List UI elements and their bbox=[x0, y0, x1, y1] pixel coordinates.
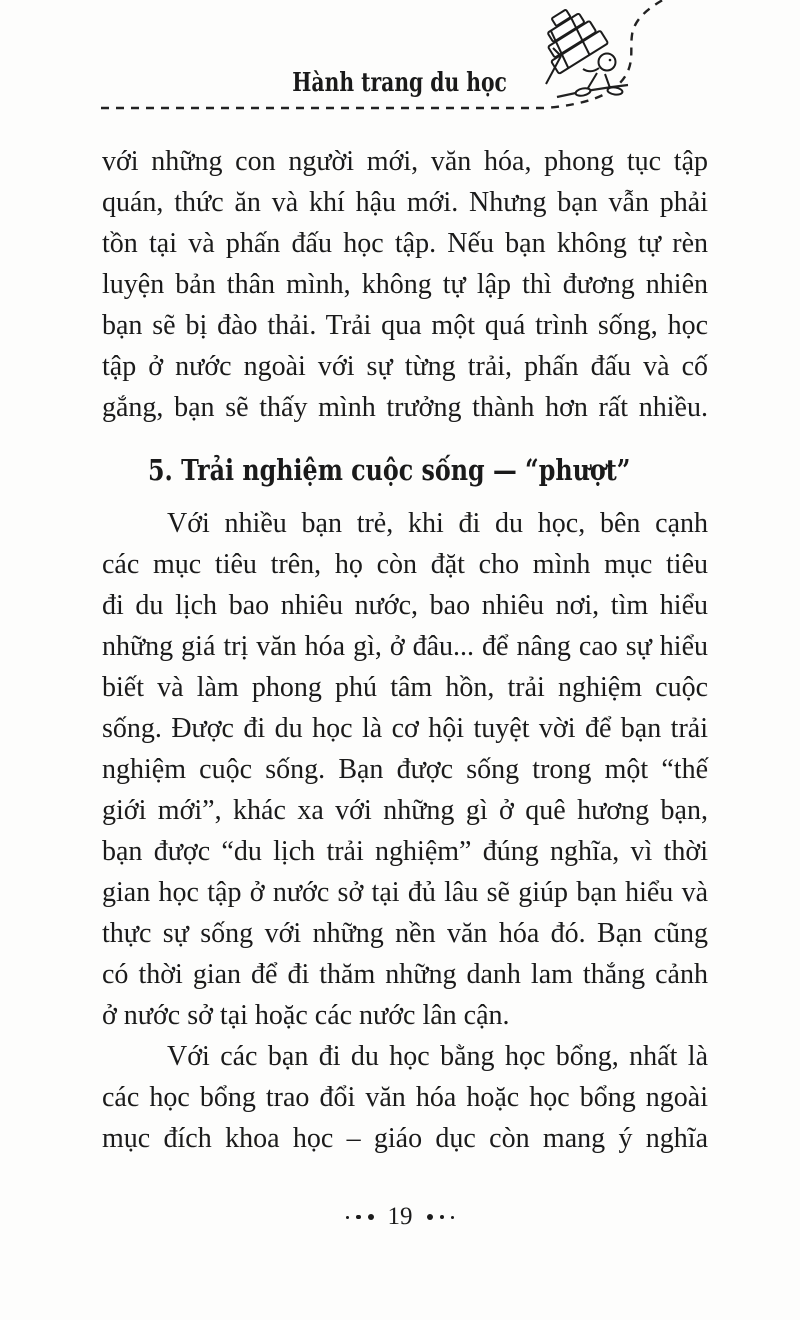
page-body bbox=[102, 141, 708, 1159]
text-line: luyện bản thân mình, không tự lập thì đương nhiên bbox=[102, 269, 708, 300]
paragraph-2 bbox=[102, 503, 708, 1036]
running-title-text: Hành trang du học bbox=[292, 68, 508, 98]
text-line: gắng, bạn sẽ thấy mình trưởng thành hơn rất nhiều. bbox=[102, 392, 708, 423]
text-line: đi du lịch bao nhiêu nước, bao nhiêu nơi, tìm hiểu bbox=[102, 590, 708, 621]
folio-ornament-left-icon bbox=[346, 1214, 374, 1220]
text-line: nghiệm cuộc sống. Bạn được sống trong một “thế bbox=[102, 754, 708, 785]
text-line: mục đích khoa học – giáo dục còn mang ý nghĩa bbox=[102, 1123, 708, 1154]
text-line: quán, thức ăn và khí hậu mới. Nhưng bạn vẫn phải bbox=[102, 187, 708, 218]
text-line: thực sự sống với những nền văn hóa đó. Bạn cũng bbox=[102, 918, 708, 949]
text-line: bạn được “du lịch trải nghiệm” đúng nghĩa, vì thời bbox=[102, 836, 708, 867]
paragraph-3 bbox=[102, 1036, 708, 1159]
text-line: Với các bạn đi du học bằng học bổng, nhất là bbox=[167, 1041, 708, 1072]
text-line: gian học tập ở nước sở tại đủ lâu sẽ giúp bạn hiểu và bbox=[102, 877, 708, 908]
text-line: có thời gian để đi thăm những danh lam thắng cảnh bbox=[102, 959, 708, 990]
text-line: sống. Được đi du học là cơ hội tuyệt vời để bạn trải bbox=[102, 713, 708, 744]
text-line: tập ở nước ngoài với sự từng trải, phấn đấu và cố bbox=[102, 351, 708, 382]
text-line: các học bổng trao đổi văn hóa hoặc học bổng ngoài bbox=[102, 1082, 708, 1113]
page-footer bbox=[0, 1202, 800, 1232]
text-line: biết và làm phong phú tâm hồn, trải nghiệm cuộc bbox=[102, 672, 708, 703]
text-line: tồn tại và phấn đấu học tập. Nếu bạn không tự rèn bbox=[102, 228, 708, 259]
page-number: 19 bbox=[387, 1203, 413, 1230]
paragraph-1 bbox=[102, 141, 708, 428]
running-title bbox=[0, 68, 800, 98]
text-line: các mục tiêu trên, họ còn đặt cho mình mục tiêu bbox=[102, 549, 708, 580]
text-line: bạn sẽ bị đào thải. Trải qua một quá trình sống, học bbox=[102, 310, 708, 341]
text-line: Với nhiều bạn trẻ, khi đi du học, bên cạnh bbox=[167, 508, 708, 539]
text-line: ở nước sở tại hoặc các nước lân cận. bbox=[102, 1000, 510, 1031]
text-line: với những con người mới, văn hóa, phong tục tập bbox=[102, 146, 708, 177]
text-line: giới mới”, khác xa với những gì ở quê hương bạn, bbox=[102, 795, 708, 826]
folio-ornament-right-icon bbox=[427, 1214, 455, 1220]
section-heading: 5. Trải nghiệm cuộc sống — “phượt” bbox=[148, 453, 631, 487]
text-line: những giá trị văn hóa gì, ở đâu... để nâng cao sự hiểu bbox=[102, 631, 708, 662]
